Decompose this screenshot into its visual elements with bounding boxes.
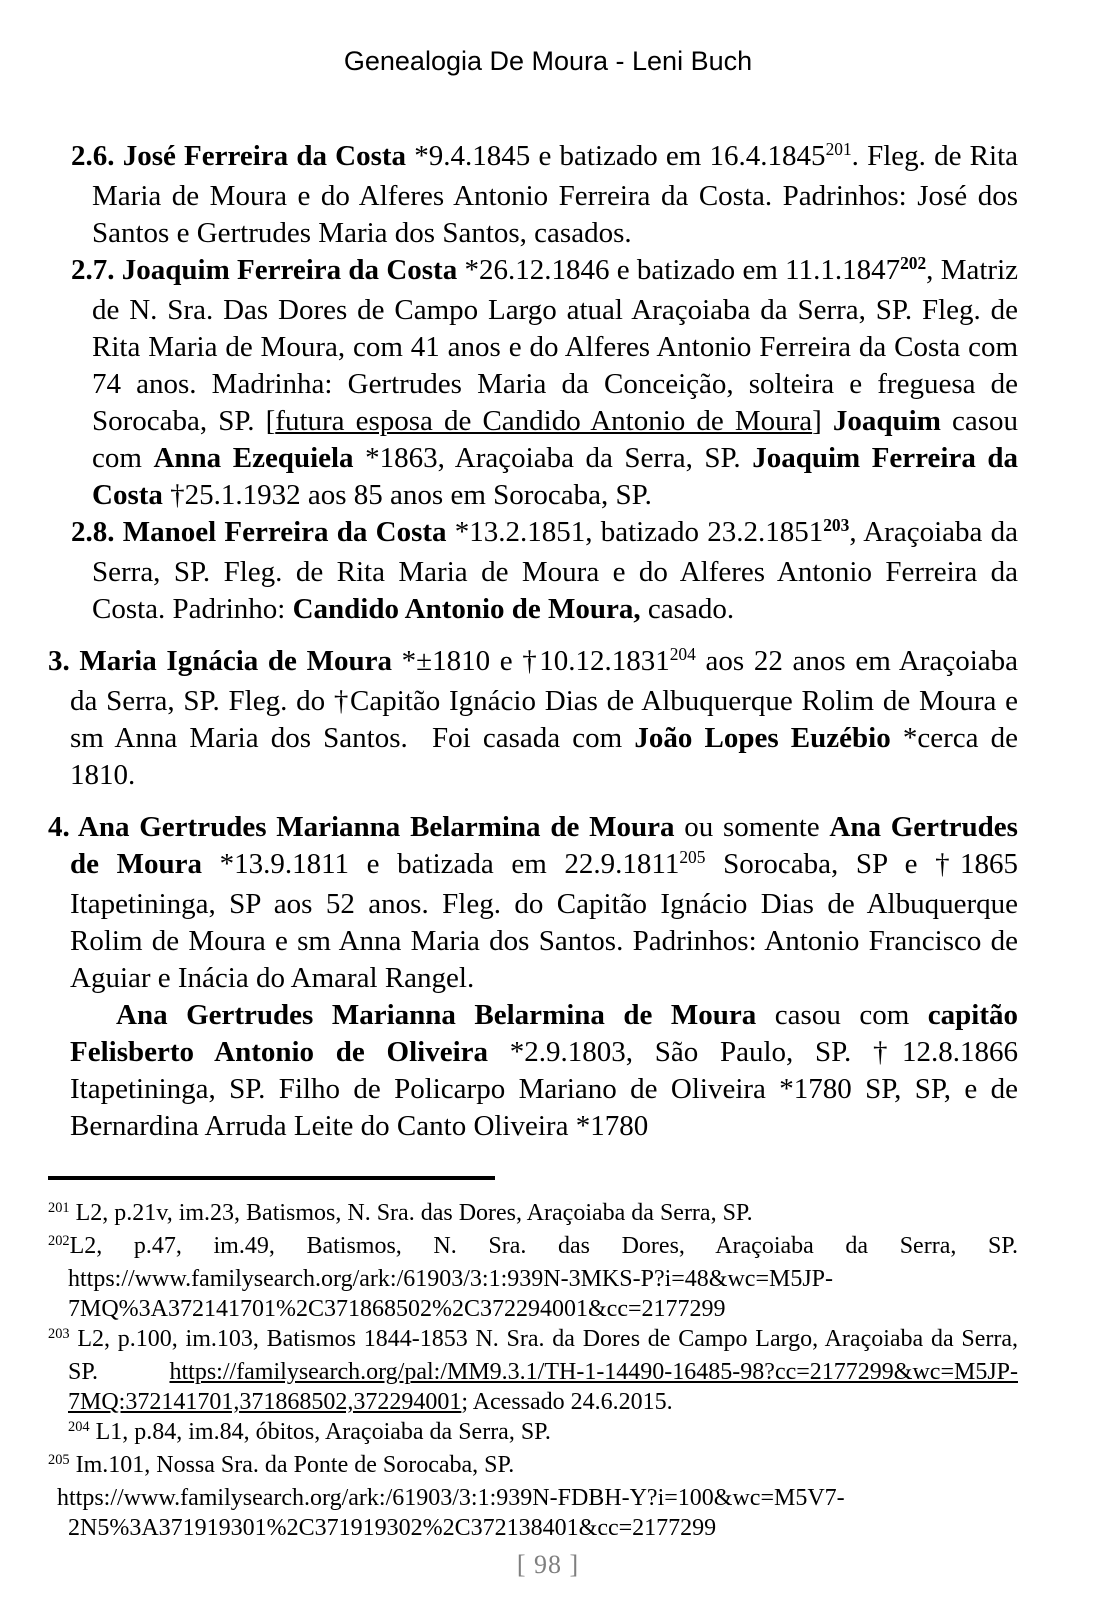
text-run: *13.2.1851, batizado 23.2.1851 [454,516,824,548]
footnote-line [48,1324,1018,1357]
text-run: capitão Felisberto Antonio de Oliveira [70,999,1018,1068]
entry-2-6 [48,138,1018,252]
text-run: aos 22 anos em Araçoiaba da Serra, SP. Fleg. do †Capitão Ignácio Dias de Albuquerque Rolim de Moura e sm Anna Maria dos Santos. Foi casada com [70,645,1018,754]
footnotes-section [48,1176,1018,1543]
footnote-ref: 204 [669,644,696,665]
footnote-line [48,1264,1018,1294]
text-run: casado. [640,593,735,625]
source-link[interactable]: https://familysearch.org/pal:/MM9.3.1/TH-1-14490-16485-98?cc=2177299&wc=M5JP- [169,1359,1018,1385]
text-run: casou com [92,405,1018,474]
footnote-line [48,1231,1018,1264]
text-run: Sorocaba, SP e †1865 Itapetininga, SP aos 52 anos. Fleg. do Capitão Ignácio Dias de Albuquerque Rolim de Moura e sm Anna Maria dos Santos. Padrinhos: Antonio Francisco de Aguiar e Inácia do Amaral Rangel. [70,848,1019,994]
footnote-line [48,1294,1018,1324]
footnote-line [48,1198,1018,1231]
footnote-204 [48,1417,1018,1450]
text-run: Ana Gertrudes Marianna Belarmina de Moura [116,999,775,1031]
text-run: Ana Gertrudes de Moura [70,811,1018,880]
text-run: ou somente [684,811,830,843]
text-run: *±1810 e †10.12.1831 [401,645,670,677]
footnote-separator [48,1176,495,1180]
text-run: , Araçoiaba da Serra, SP. Fleg. de Rita Maria de Moura e do Alferes Antonio Ferreira da Costa. Padrinho: [92,516,1018,625]
footnote-ref: 205 [48,1452,70,1469]
footnote-ref: 203 [48,1326,70,1343]
text-run: Anna Ezequiela [153,442,354,474]
text-run: 3. Maria Ignácia de Moura [48,645,402,677]
footnote-201 [48,1198,1018,1231]
footnote-ref: 204 [68,1419,90,1436]
text-run: futura esposa de Candido Antonio de Moura [275,405,813,437]
text-run: *1863, Araçoiaba da Serra, SP. [353,442,753,474]
text-run: SP. [68,1359,170,1385]
text-run: 2.6. José Ferreira da Costa [71,140,415,172]
book-title: Genealogia De Moura - Leni Buch [343,46,753,76]
text-run: 2.8. Manoel Ferreira da Costa [71,516,455,548]
text-run: *cerca de 1810. [70,722,1019,791]
footnote-205 [48,1450,1018,1543]
text-run: João Lopes Euzébio [634,722,891,754]
text-run: L1, p.84, im.84, óbitos, Araçoiaba da Serra, SP. [89,1419,551,1445]
text-run: *26.12.1846 e batizado em 11.1.1847 [464,254,901,286]
text-run: L2, p.21v, im.23, Batismos, N. Sra. das Dores, Araçoiaba da Serra, SP. [69,1200,753,1226]
text-run: . Fleg. de Rita Maria de Moura e do Alferes Antonio Ferreira da Costa. Padrinhos: José dos Santos e Gertrudes Maria dos Santos, casados. [92,140,1018,249]
text-run: ] [812,405,833,437]
footnote-line [48,1483,1018,1513]
footnotes-list [48,1198,1018,1543]
text-run: casou com [774,999,928,1031]
text-run: Joaquim [832,405,941,437]
text-run: 2.7. Joaquim Ferreira da Costa [71,254,465,286]
footnote-ref: 201 [825,139,852,160]
text-run: , Matriz de N. Sra. Das Dores de Campo Largo atual Araçoiaba da Serra, SP. Fleg. de Rita Maria de Moura, com 41 anos e do Alferes Antonio Ferreira da Costa com 74 anos. Madrinha: Gertrudes Maria da Conceição, solteira e freguesa de Sorocaba, SP. [ [92,254,1019,437]
text-run: Candido Antonio de Moura, [292,593,641,625]
text-run: https://www.familysearch.org/ark:/61903/3:1:939N-FDBH-Y?i=100&wc=M5V7- [57,1485,845,1511]
text-run: Joaquim Ferreira da Costa [92,442,1018,511]
text-run: https://www.familysearch.org/ark:/61903/3:1:939N-3MKS-P?i=48&wc=M5JP- [68,1266,834,1292]
footnote-ref: 202 [48,1233,70,1250]
text-run: Im.101, Nossa Sra. da Ponte de Sorocaba, SP. [69,1452,515,1478]
footnote-ref: 201 [48,1200,70,1217]
body-text [48,138,1018,1145]
text-run: †25.1.1932 aos 85 anos em Sorocaba, SP. [162,479,652,511]
footnote-ref: 205 [679,847,706,868]
footnote-line [48,1387,1018,1417]
text-run: L2, p.47, im.49, Batismos, N. Sra. das Dores, Araçoiaba da Serra, SP. [69,1233,1018,1259]
footnote-203 [48,1324,1018,1417]
text-run: *13.9.1811 e batizada em 22.9.1811 [219,848,680,880]
footnote-ref: 202 [900,253,927,274]
footnote-ref: 203 [823,515,850,536]
text-run: ; Acessado 24.6.2015. [461,1389,673,1415]
text-run: *9.4.1845 e batizado em 16.4.1845 [414,140,826,172]
footnote-line [48,1450,1018,1483]
entry-2-8 [48,514,1018,628]
footnote-202 [48,1231,1018,1324]
marriage-paragraph [48,997,1018,1145]
page-header [0,46,1096,77]
entry-2-7 [48,252,1018,514]
entry-3 [48,643,1018,794]
entry-4 [48,809,1018,997]
footnote-line [48,1357,1018,1387]
text-run: *2.9.1803, São Paulo, SP. †12.8.1866 Itapetininga, SP. Filho de Policarpo Mariano de Oliveira *1780 SP, SP, e de Bernardina Arruda Leite do Canto Oliveira *1780 [70,1036,1018,1142]
page-number: [ 98 ] [516,1550,580,1579]
text-run: L2, p.100, im.103, Batismos 1844-1853 N. Sra. da Dores de Campo Largo, Araçoiaba da Serra, [69,1326,1018,1352]
source-link[interactable]: 7MQ:372141701,371868502,372294001 [68,1389,462,1415]
text-run: 4. Ana Gertrudes Marianna Belarmina de Moura [48,811,685,843]
text-run: 7MQ%3A372141701%2C371868502%2C372294001&cc=2177299 [68,1296,726,1322]
footnote-line [48,1513,1018,1543]
text-run: 2N5%3A371919301%2C371919302%2C372138401&cc=2177299 [68,1515,717,1541]
footnote-line [48,1417,1018,1450]
